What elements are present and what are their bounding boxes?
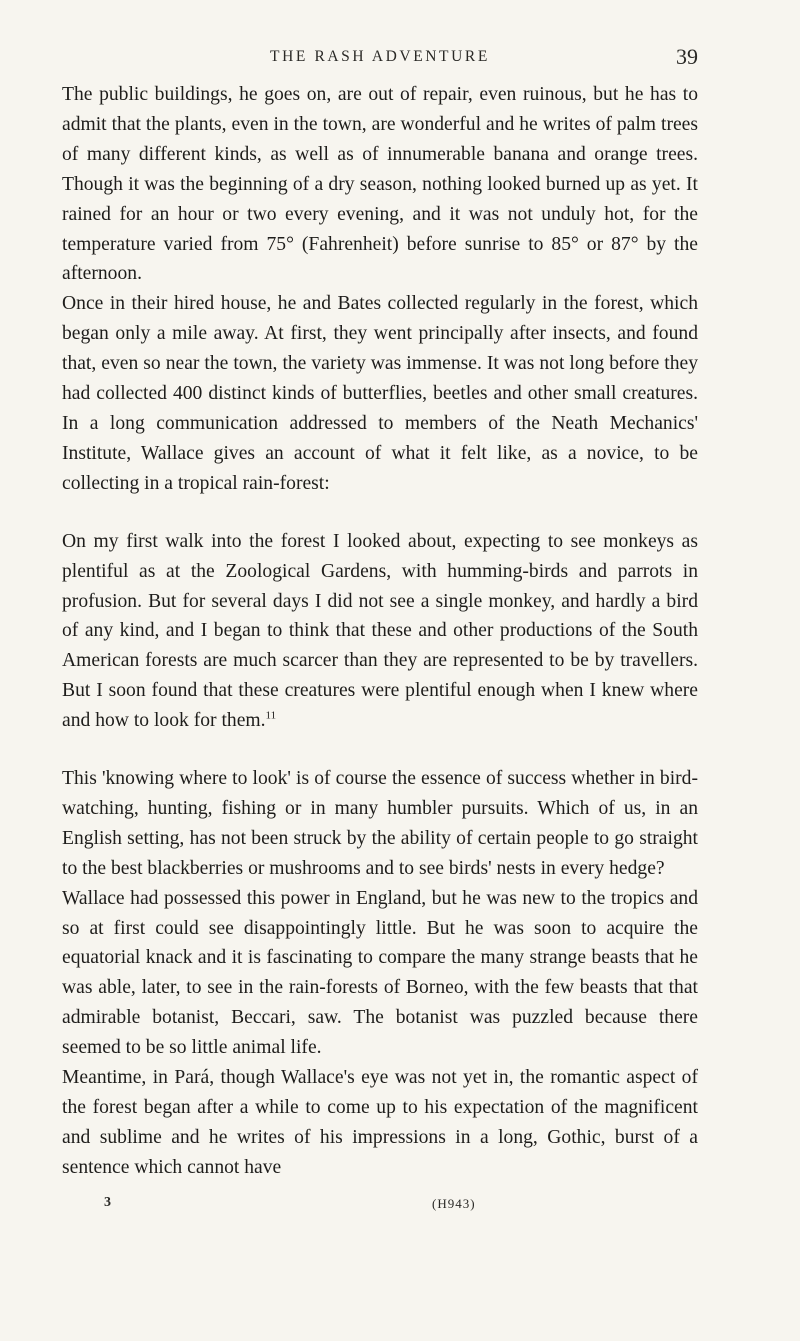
printer-code: (H943): [432, 1196, 476, 1211]
printer-signature: 3: [104, 1195, 111, 1210]
page-number: 39: [676, 44, 698, 69]
footnote-reference: 11: [265, 709, 277, 722]
block-quote: [62, 527, 698, 736]
paragraph: Once in their hired house, he and Bates collected regularly in the forest, which began only a mile away. At first, they went principally after insects, and found that, even so near the town, the variety was immense. It was not long before they had collected 400 distinct kinds of butterflies, beetles and other small creatures. In a long communication addressed to members of the Neath Mechanics' Institute, Wallace gives an account of what it felt like, as a novice, to be collecting in a tropical rain-forest:: [62, 293, 698, 494]
paragraph: Wallace had possessed this power in England, but he was new to the tropics and so at first could see disappointingly little. But he was soon to acquire the equatorial knack and it is fascinating to compare the many strange beasts that he was able, later, to see in the rain-forests of Borneo, with the few beasts that that admirable botanist, Beccari, saw. The botanist was puzzled because there seemed to be so little animal life.: [62, 887, 698, 1059]
quote-text: On my first walk into the forest I looked about, expecting to see monkeys as plentiful as at the Zoological Gardens, with humming-birds and parrots in profusion. But for several days I did not see a single monkey, and hardly a bird of any kind, and I began to think that these and other productions of the South American forests are much scarcer than they are represented to be by travellers. But I soon found that these creatures were plentiful enough when I knew where and how to look for them.: [62, 530, 698, 732]
paragraph: Meantime, in Pará, though Wallace's eye was not yet in, the romantic aspect of the forest began after a while to come up to his expectation of the magnificent and sublime and he writes of his impressions in a long, Gothic, burst of a sentence which cannot have: [62, 1067, 698, 1178]
paragraph: The public buildings, he goes on, are out of repair, even ruinous, but he has to admit that the plants, even in the town, are wonderful and he writes of palm trees of many different kinds, as well as of innumerable banana and orange trees. Though it was the beginning of a dry season, nothing looked burned up as yet. It rained for an hour or two every evening, and it was not unduly hot, for the temperature varied from 75° (Fahrenheit) before sunrise to 85° or 87° by the afternoon.: [62, 84, 698, 285]
body-text: [62, 80, 698, 1183]
running-head: [62, 44, 698, 74]
running-title: THE RASH ADVENTURE: [270, 48, 490, 65]
paragraph: This 'knowing where to look' is of course the essence of success whether in bird-watching, hunting, fishing or in many humbler pursuits. Which of us, in an English setting, has not been struck by the ability of certain people to go straight to the best blackberries or mushrooms and to see birds' nests in every hedge?: [62, 768, 698, 879]
